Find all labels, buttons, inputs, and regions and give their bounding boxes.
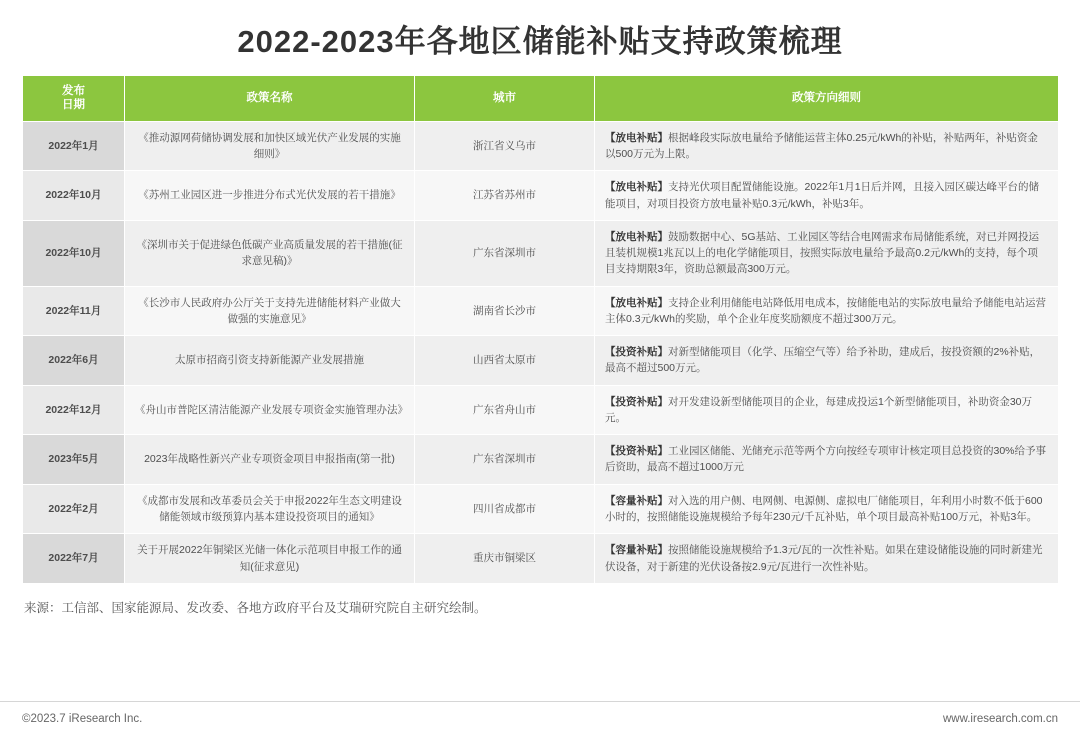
- cell-date: 2022年10月: [23, 171, 125, 221]
- cell-date: 2023年5月: [23, 435, 125, 485]
- cell-policy-name: 《舟山市普陀区清洁能源产业发展专项资金实施管理办法》: [125, 385, 415, 435]
- cell-city: 广东省深圳市: [415, 435, 595, 485]
- cell-date: 2022年10月: [23, 220, 125, 286]
- cell-policy-name: 关于开展2022年铜梁区光储一体化示范项目申报工作的通知(征求意见): [125, 534, 415, 584]
- table-row: [23, 484, 1059, 534]
- cell-date: 2022年12月: [23, 385, 125, 435]
- policy-tag: 【容量补贴】: [605, 494, 668, 507]
- table-row: [23, 220, 1059, 286]
- policy-direction-text: 按照储能设施规模给予1.3元/瓦的一次性补贴。如果在建设储能设施的同时新建光伏设备，对于新建的光伏设备按2.9元/瓦进行一次性补贴。: [605, 544, 1043, 573]
- table-row: [23, 336, 1059, 386]
- cell-policy-name: 《长沙市人民政府办公厅关于支持先进储能材料产业做大做强的实施意见》: [125, 286, 415, 336]
- cell-direction: [595, 534, 1059, 584]
- page-footer: [0, 701, 1080, 737]
- cell-city: 浙江省义乌市: [415, 121, 595, 171]
- policy-direction-text: 对新型储能项目（化学、压缩空气等）给予补助，建成后，按投资额的2%补贴，最高不超过500万元。: [605, 346, 1041, 375]
- source-note: 来源：工信部、国家能源局、发改委、各地方政府平台及艾瑞研究院自主研究绘制。: [24, 600, 487, 615]
- cell-date: 2022年11月: [23, 286, 125, 336]
- left-edge-strip: [0, 0, 4, 737]
- policy-direction-text: 支持光伏项目配置储能设施。2022年1月1日后并网，且接入园区碳达峰平台的储能项目，对项目投资方放电量补贴0.3元/kWh，补贴3年。: [605, 181, 1040, 210]
- table-row: [23, 171, 1059, 221]
- cell-city: 湖南省长沙市: [415, 286, 595, 336]
- policy-direction-text: 支持企业利用储能电站降低用电成本，按储能电站的实际放电量给予储能电站运营主体0.3元/kWh的奖励，单个企业年度奖励额度不超过300万元。: [605, 296, 1046, 325]
- cell-direction: [595, 484, 1059, 534]
- cell-date: 2022年1月: [23, 121, 125, 171]
- cell-direction: [595, 220, 1059, 286]
- footer-website: www.iresearch.com.cn: [942, 713, 1058, 725]
- cell-policy-name: 《成都市发展和改革委员会关于申报2022年生态文明建设储能领域市级预算内基本建设投资项目的通知》: [125, 484, 415, 534]
- column-header-direction: 政策方向细则: [595, 76, 1059, 122]
- footer-copyright: ©2023.7 iResearch Inc.: [22, 713, 143, 725]
- policy-direction-text: 对开发建设新型储能项目的企业，每建成投运1个新型储能项目，补助资金30万元。: [605, 395, 1033, 424]
- cell-policy-name: 《推动源网荷储协调发展和加快区域光伏产业发展的实施细则》: [125, 121, 415, 171]
- policy-direction-text: 根据峰段实际放电量给予储能运营主体0.25元/kWh的补贴，补贴两年，补贴资金以500万元为上限。: [605, 131, 1038, 161]
- table-row: [23, 534, 1059, 584]
- cell-city: 重庆市铜梁区: [415, 534, 595, 584]
- cell-policy-name: 太原市招商引资支持新能源产业发展措施: [125, 336, 415, 386]
- cell-policy-name: 《深圳市关于促进绿色低碳产业高质量发展的若干措施(征求意见稿)》: [125, 220, 415, 286]
- table-header-row: [23, 76, 1059, 122]
- column-header-date-line2: 日期: [62, 99, 85, 112]
- table-body: [23, 121, 1059, 583]
- policy-tag: 【投资补贴】: [605, 445, 668, 458]
- cell-city: 四川省成都市: [415, 484, 595, 534]
- cell-date: 2022年6月: [23, 336, 125, 386]
- cell-city: 江苏省苏州市: [415, 171, 595, 221]
- cell-direction: [595, 385, 1059, 435]
- policy-tag: 【放电补贴】: [605, 181, 668, 194]
- cell-date: 2022年7月: [23, 534, 125, 584]
- cell-direction: [595, 435, 1059, 485]
- column-header-policy-name: 政策名称: [125, 76, 415, 122]
- policy-direction-text: 工业园区储能、光储充示范等两个方向按经专项审计核定项目总投资的30%给予事后资助，最高不超过1000万元: [605, 445, 1047, 474]
- policy-tag: 【投资补贴】: [605, 346, 668, 359]
- policy-tag: 【放电补贴】: [605, 230, 668, 243]
- cell-city: 广东省深圳市: [415, 220, 595, 286]
- policy-tag: 【容量补贴】: [605, 544, 668, 557]
- table-row: [23, 435, 1059, 485]
- table-row: [23, 286, 1059, 336]
- page-title: 2022-2023年各地区储能补贴支持政策梳理: [237, 24, 843, 59]
- column-header-city: 城市: [415, 76, 595, 122]
- cell-direction: [595, 171, 1059, 221]
- table-row: [23, 121, 1059, 171]
- column-header-date: [23, 76, 125, 122]
- cell-policy-name: 2023年战略性新兴产业专项资金项目申报指南(第一批): [125, 435, 415, 485]
- policy-tag: 【放电补贴】: [605, 131, 668, 144]
- policy-table: [22, 75, 1059, 584]
- policy-direction-text: 鼓励数据中心、5G基站、工业园区等结合电网需求布局储能系统，对已并网投运且装机规模1兆瓦以上的电化学储能项目，按照实际放电量给予最高0.2元/kWh的支持，每个项目支持期限3年，资助总额最高300万元。: [605, 230, 1040, 276]
- cell-city: 山西省太原市: [415, 336, 595, 386]
- policy-tag: 【放电补贴】: [605, 296, 668, 309]
- cell-direction: [595, 336, 1059, 386]
- cell-date: 2022年2月: [23, 484, 125, 534]
- table-row: [23, 385, 1059, 435]
- cell-policy-name: 《苏州工业园区进一步推进分布式光伏发展的若干措施》: [125, 171, 415, 221]
- cell-direction: [595, 286, 1059, 336]
- policy-tag: 【投资补贴】: [605, 395, 668, 408]
- column-header-date-line1: 发布: [62, 85, 85, 97]
- cell-city: 广东省舟山市: [415, 385, 595, 435]
- cell-direction: [595, 121, 1059, 171]
- policy-direction-text: 对入选的用户侧、电网侧、电源侧、虚拟电厂储能项目，年利用小时数不低于600小时的，按照储能设施规模给予每年230元/千瓦补贴，单个项目最高补贴100万元，补贴3年。: [605, 494, 1043, 523]
